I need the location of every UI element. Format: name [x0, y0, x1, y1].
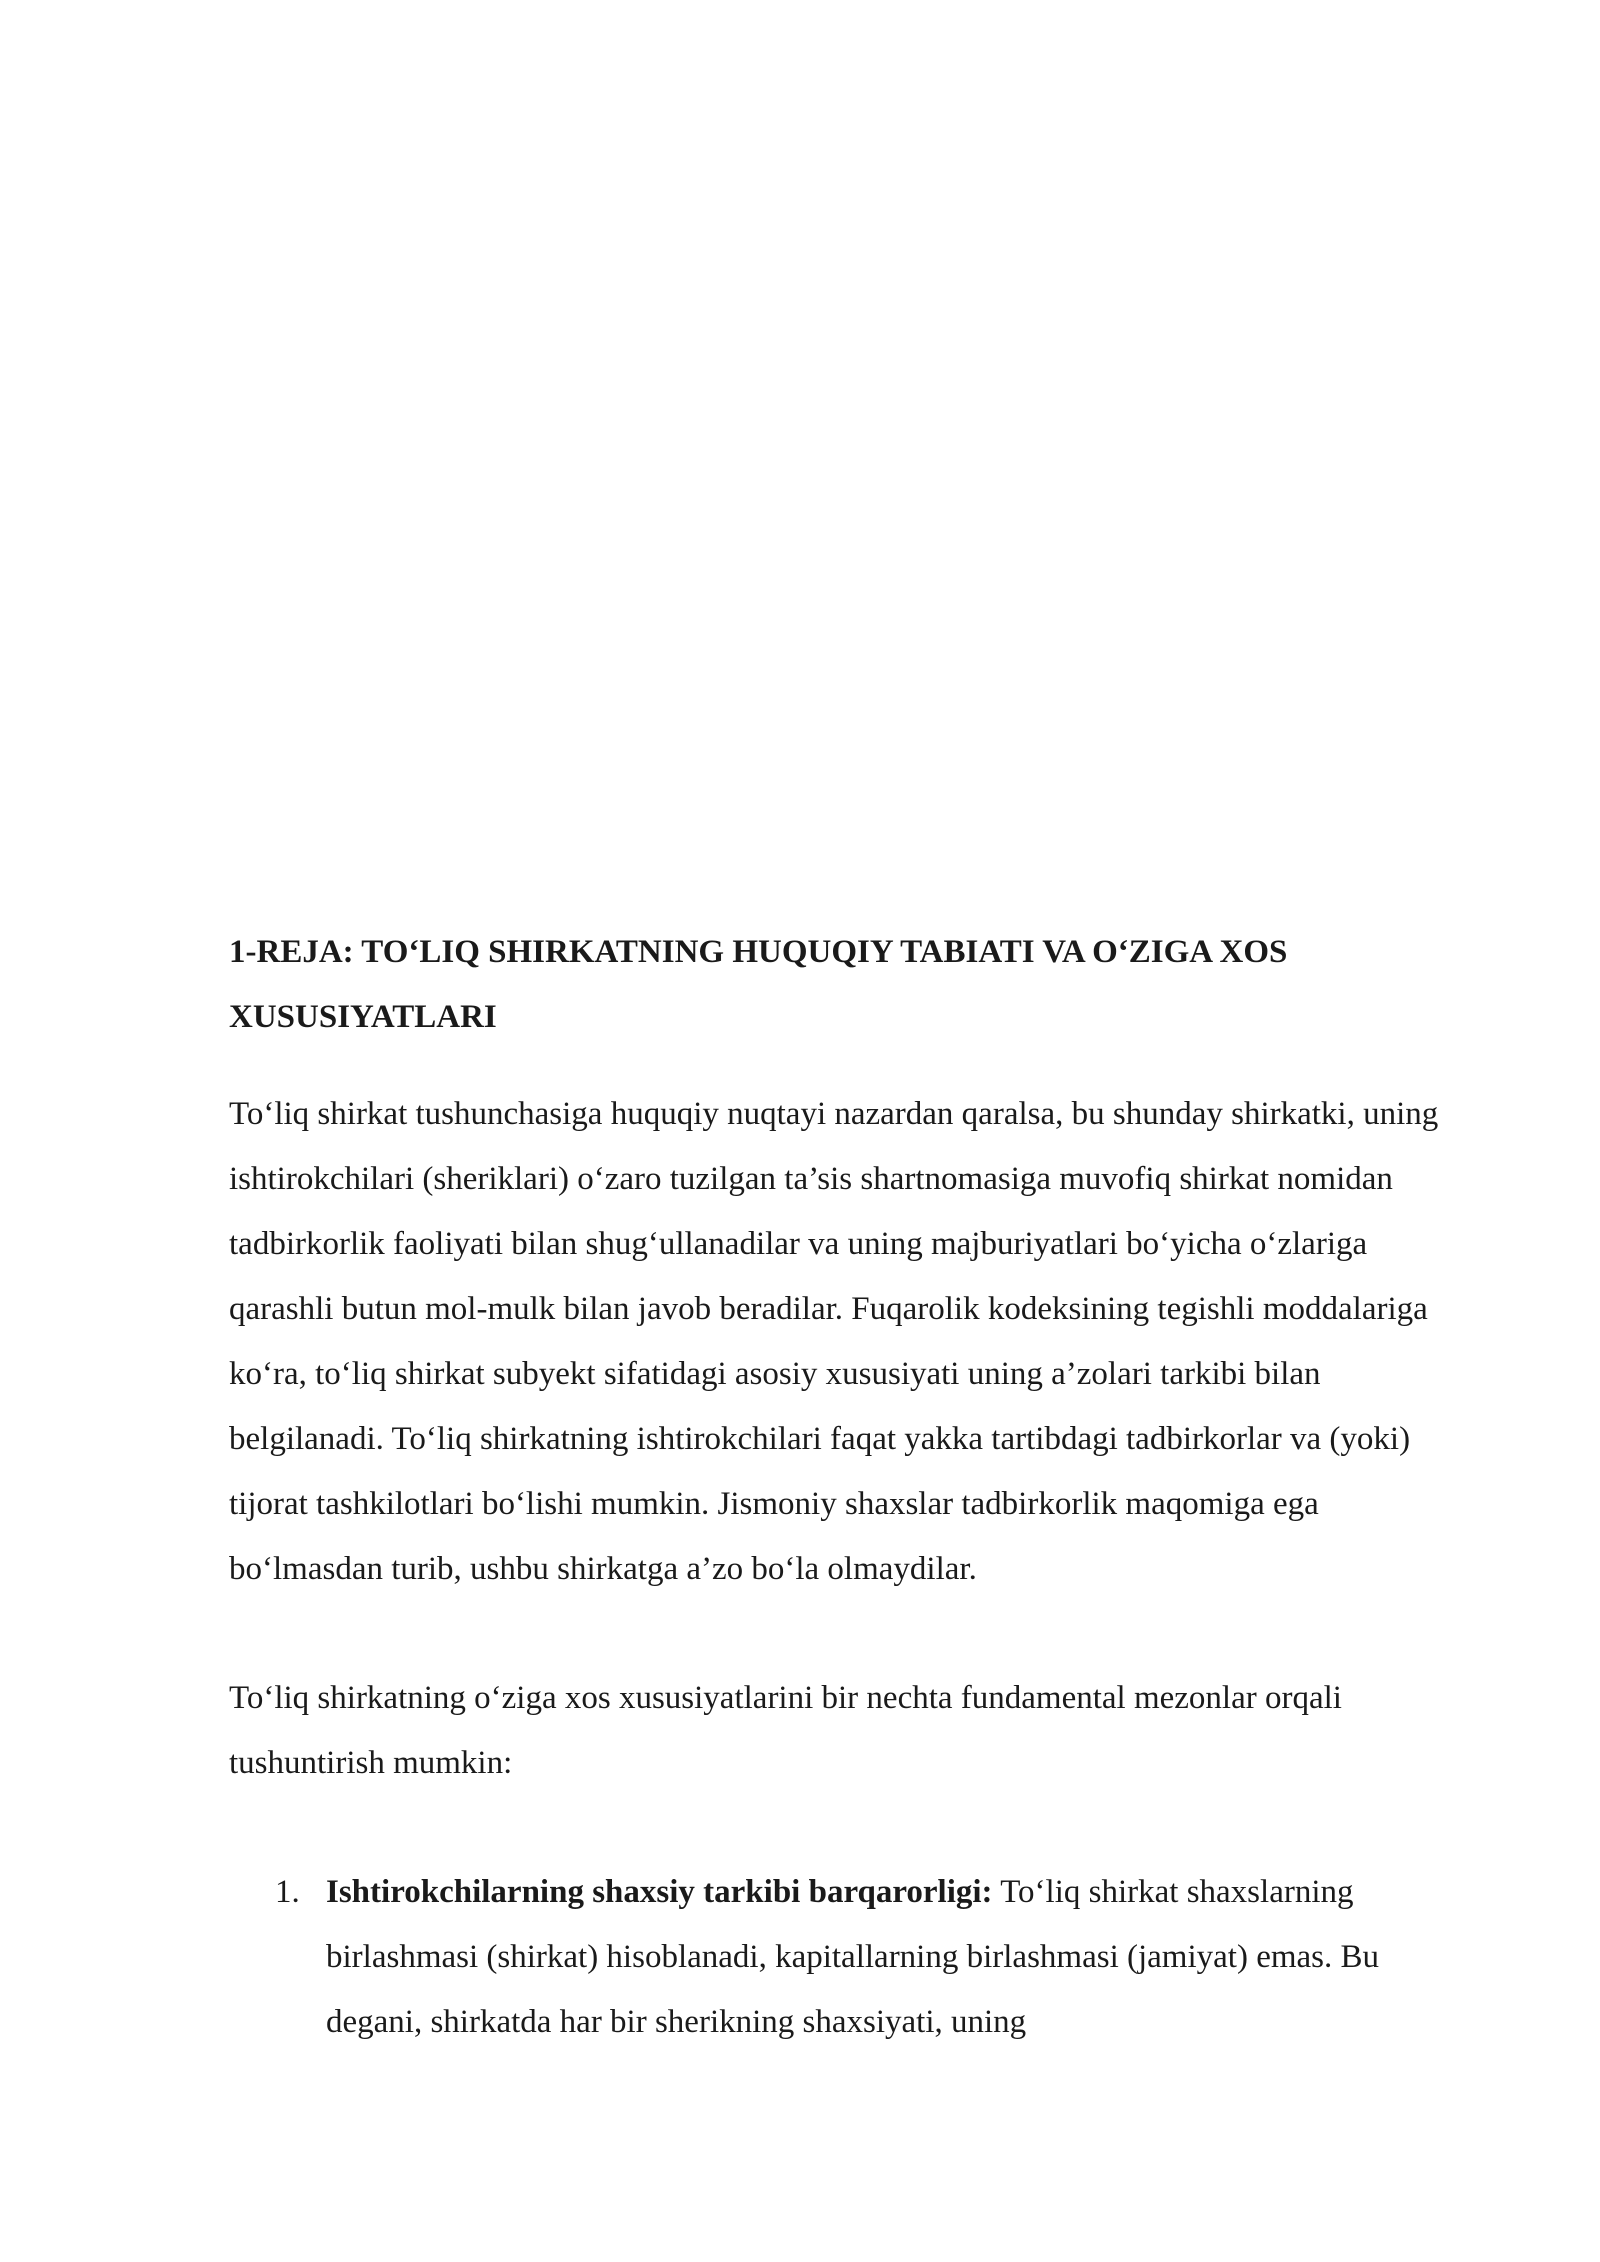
paragraph-features-intro: To‘liq shirkatning o‘ziga xos xususiyatlarini bir nechta fundamental mezonlar orqali tushuntirish mumkin:: [229, 1680, 1342, 1781]
paragraph-definition: To‘liq shirkat tushunchasiga huquqiy nuqtayi nazardan qaralsa, bu shunday shirkatki, uning ishtirokchilari (sheriklari) o‘zaro tuzilgan ta’sis shartnomasiga muvofiq shirkat nomidan tadbirkorlik faoliyati bilan shug‘ullanadilar va uning majburiyatlari bo‘yicha o‘zlariga qarashli butun mol-mulk bilan javob beradilar. Fuqarolik kodeksining tegishli moddalariga ko‘ra, to‘liq shirkat subyekt sifatidagi asosiy xususiyati uning a’zolari tarkibi bilan belgilanadi. To‘liq shirkatning ishtirokchilari faqat yakka tartibdagi tadbirkorlar va (yoki) tijorat tashkilotlari bo‘lishi mumkin. Jismoniy shaxslar tadbirkorlik maqomiga ega bo‘lmasdan turib, ushbu shirkatga a’zo bo‘la olmaydilar.: [229, 1096, 1439, 1587]
list-item: [229, 1860, 1479, 2055]
section-heading: 1-REJA: TO‘LIQ SHIRKATNING HUQUQIY TABIATI VA O‘ZIGA XOS XUSUSIYATLARI: [229, 934, 1288, 1035]
list-item-text: To‘liq shirkat shaxslarning birlashmasi (shirkat) hisoblanadi, kapitallarning birlashmasi (jamiyat) emas. Bu degani, shirkatda har bir sherikning shaxsiyati, uning: [326, 1874, 1380, 2040]
page-content: [229, 920, 1479, 2055]
list-item-title: Ishtirokchilarning shaxsiy tarkibi barqarorligi:: [326, 1874, 993, 1910]
list-item-number: 1.: [275, 1874, 300, 1910]
features-list: [229, 1860, 1479, 2055]
